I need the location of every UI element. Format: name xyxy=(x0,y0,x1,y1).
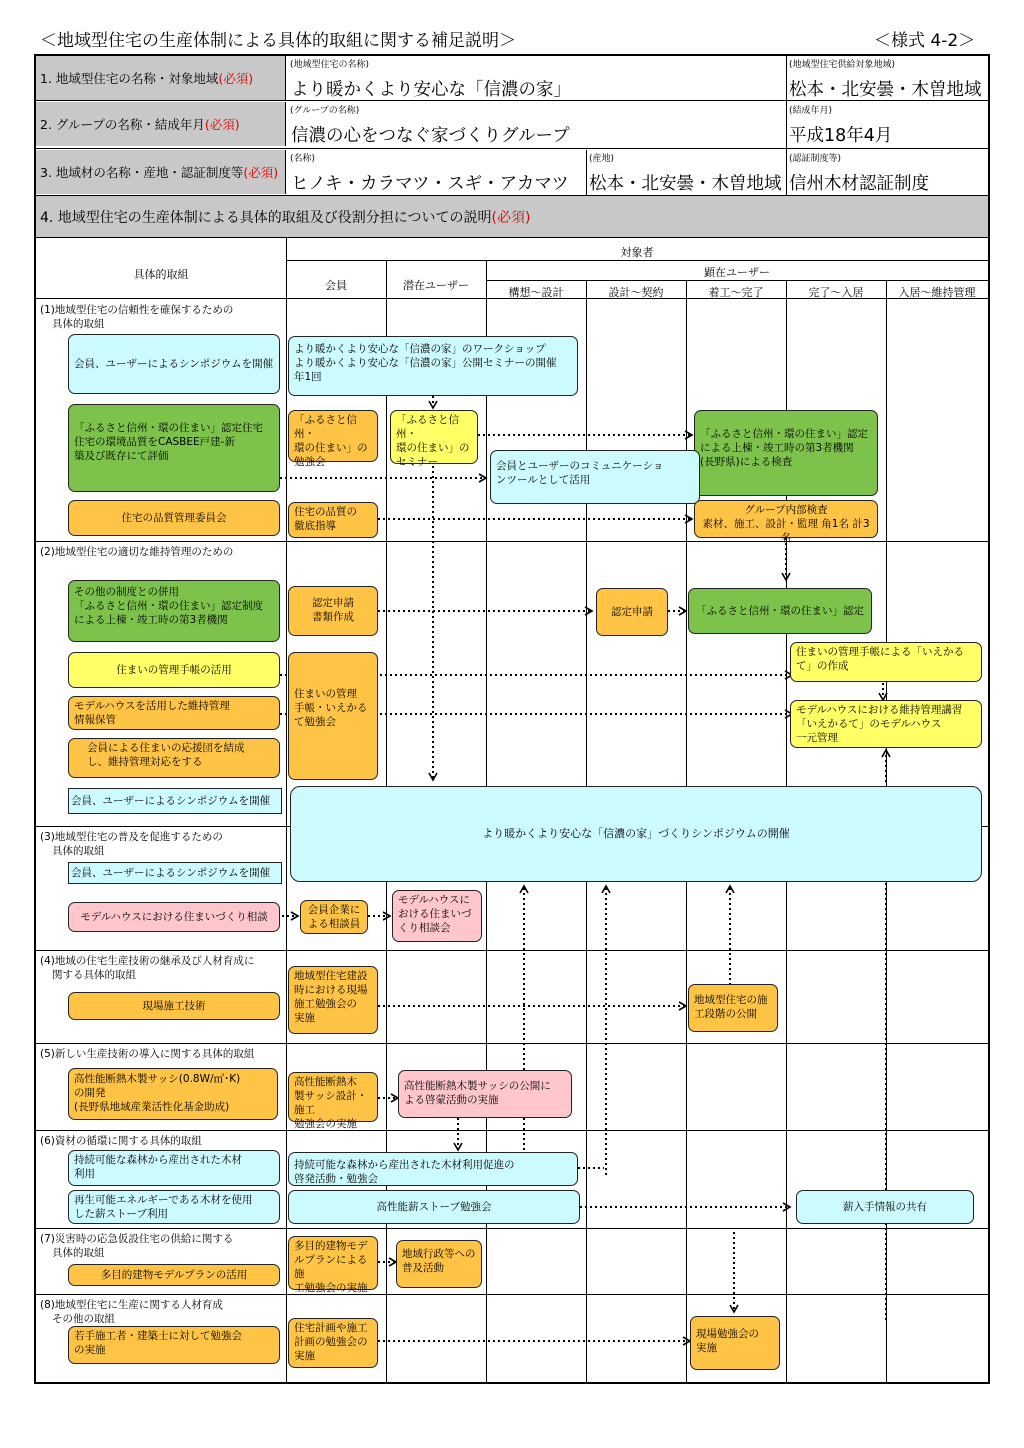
young-workers-box: 若手施工者・建築士に対して勉強会 の実施 xyxy=(68,1326,280,1364)
field-study-box: 地域型住宅建設 時における現場 施工勉強会の 実施 xyxy=(288,966,378,1034)
section-7-heading: (7)災害時の応急仮設住宅の供給に関する 具体的取組 xyxy=(40,1233,234,1259)
col-target: 対象者 xyxy=(620,246,654,259)
cert-granted-box: 「ふるさと信州・環の住まい」認定 xyxy=(688,588,872,634)
plan-study-box: 住宅計画や施工 計画の勉強会の 実施 xyxy=(288,1318,378,1368)
s3-symposium-box: 会員、ユーザーによるシンポジウムを開催 xyxy=(68,862,282,884)
section-4-heading: (4)地域の住宅生産技術の継承及び人材育成に 関する具体的取組 xyxy=(40,955,255,981)
section-3-heading: (3)地域型住宅の普及を促進するための 具体的取組 xyxy=(40,831,223,857)
sash-open-box: 高性能断熱木製サッシの公開に よる啓蒙活動の実施 xyxy=(398,1070,572,1118)
section-5-heading: (5)新しい生産技術の導入に関する具体的取組 xyxy=(40,1048,255,1060)
member-consult-box: 会員企業に よる相談員 xyxy=(300,900,368,934)
row2-caption: (グループの名称) xyxy=(290,106,360,116)
col-phase-1: 構想～設計 xyxy=(508,286,564,299)
forest-wood-box: 持続可能な森林から産出された木材 利用 xyxy=(68,1150,280,1186)
study-member-box: 「ふるさと信州・ 環の住まい」の 勉強会 xyxy=(288,410,378,462)
col-phase-3: 着工～完了 xyxy=(708,286,764,299)
group-name: 信濃の心をつなぐ家づくりグループ xyxy=(291,126,570,146)
inspection-box: 「ふるさと信州・環の住まい」認定 による上棟・竣工時の第3者機関 (長野県)による検査 xyxy=(694,410,878,496)
col-phase-2: 設計～契約 xyxy=(608,286,664,299)
row3-caption-2: (認証制度等) xyxy=(789,154,842,164)
row1-caption: (地域型住宅の名称) xyxy=(290,60,370,70)
comm-tool-box: 会員とユーザーのコミュニケーショ ンツールとして活用 xyxy=(490,450,700,504)
col-actual-user: 顕在ユーザー xyxy=(704,266,770,279)
big-symposium-box: より暖かくより安心な「信濃の家」づくりシンポジウムの開催 xyxy=(290,786,982,882)
housing-name: より暖かくより安心な「信濃の家」 xyxy=(291,80,571,100)
model-consult-box: モデルハウスにおける住まいづくり相談 xyxy=(68,902,280,932)
workshop-box: より暖かくより安心な「信濃の家」のワークショップ より暖かくより安心な「信濃の家」公開セミナーの開催 年1回 xyxy=(288,336,578,396)
multi-study-box: 多目的建物モデ ルプランによる施 工勉強会の実施 xyxy=(288,1236,378,1290)
handbook-use-box: 住まいの管理手帳の活用 xyxy=(68,652,280,688)
support-group-box: 会員による住まいの応援団を結成 し、維持管理対応をする xyxy=(68,738,280,778)
section-2-heading: (2)地域型住宅の適切な維持管理のための xyxy=(40,546,234,558)
quality-guidance-box: 住宅の品質の 徹底指導 xyxy=(288,502,378,538)
section-1-heading: (1)地域型住宅の信頼性を確保するための 具体的取組 xyxy=(40,304,234,330)
model-house-course-box: モデルハウスにおける維持管理講習 「いえかるて」のモデルハウス 一元管理 xyxy=(790,700,982,748)
wood-names: ヒノキ・カラマツ・スギ・アカマツ xyxy=(291,174,569,194)
field-open-box: 地域型住宅の施 工段階の公開 xyxy=(688,984,778,1032)
local-admin-box: 地域行政等への 普及活動 xyxy=(396,1240,482,1288)
firewood-share-box: 薪入手情報の共有 xyxy=(796,1190,974,1224)
handbook-study-box: 住まいの管理 手帳・いえかる て勉強会 xyxy=(288,652,378,780)
forest-promote-box: 持続可能な森林から産出された木材利用促進の 啓発活動・勉強会 xyxy=(288,1152,578,1186)
multi-plan-box: 多目的建物モデルプランの活用 xyxy=(68,1264,280,1286)
sash-study-box: 高性能断熱木 製サッシ設計・施工 勉強会の実施 xyxy=(288,1072,378,1122)
section-6-heading: (6)資材の循環に関する具体的取組 xyxy=(40,1135,202,1147)
casbee-box: 「ふるさと信州・環の住まい」認定住宅 住宅の環境品質をCASBEE戸建-新 築及び既存にて評価 xyxy=(68,404,280,492)
group-inspection-box: グループ内部検査 素材、施工、設計・監理 角1名 計3名 xyxy=(694,500,878,538)
wood-origin: 松本・北安曇・木曽地域 xyxy=(589,174,782,194)
col-phase-4: 完了～入居 xyxy=(808,286,864,299)
form-number: ＜様式 4-2＞ xyxy=(874,31,976,51)
site-study-box: 現場勉強会の 実施 xyxy=(690,1316,780,1370)
s1-symposium-box: 会員、ユーザーによるシンポジウムを開催 xyxy=(68,334,280,394)
handbook-create-box: 住まいの管理手帳による「いえかる て」の作成 xyxy=(790,642,982,682)
section4-title: 4. 地域型住宅の生産体制による具体的取組及び役割分担についての説明 (必須) xyxy=(36,196,988,238)
model-house-mgmt-box: モデルハウスを活用した維持管理 情報保管 xyxy=(68,696,280,730)
row3-caption-mid: (産地) xyxy=(589,154,615,164)
sash-dev-box: 高性能断熱木製サッシ(0.8W/㎡･K) の開発 (長野県地域産業活性化基金助成) xyxy=(68,1068,278,1120)
col-measures: 具体的取組 xyxy=(133,268,189,281)
col-member: 会員 xyxy=(325,279,347,292)
formation-date: 平成18年4月 xyxy=(789,126,893,146)
seminar-potential-box: 「ふるさと信州・ 環の住まい」の セミナー xyxy=(390,410,478,464)
quality-committee-box: 住宅の品質管理委員会 xyxy=(68,500,280,536)
stove-study-box: 高性能薪ストーブ勉強会 xyxy=(288,1190,580,1224)
certification: 信州木材認証制度 xyxy=(789,174,929,194)
row2-caption-2: (結成年月) xyxy=(789,106,833,116)
cert-docs-box: 認定申請 書類作成 xyxy=(288,586,378,636)
row1-label: 1. 地域型住宅の名称・対象地域 (必須) xyxy=(36,56,286,100)
field-tech-box: 現場施工技術 xyxy=(68,992,280,1020)
col-potential-user: 潜在ユーザー xyxy=(403,279,469,292)
other-system-box: その他の制度との併用 「ふるさと信州・環の住まい」認定制度 による上棟・竣工時の第3者機関 xyxy=(68,580,280,642)
cert-apply-box: 認定申請 xyxy=(596,588,668,636)
model-consult-meeting-box: モデルハウスに おける住まいづ くり相談会 xyxy=(392,890,482,942)
row2-label: 2. グループの名称・結成年月 (必須) xyxy=(36,102,286,146)
section-8-heading: (8)地域型住宅に生産に関する人材育成 その他の取組 xyxy=(40,1299,223,1325)
stove-use-box: 再生可能エネルギーである木材を使用 した薪ストーブ利用 xyxy=(68,1190,280,1224)
document-title: ＜地域型住宅の生産体制による具体的取組に関する補足説明＞ xyxy=(40,31,516,51)
target-area: 松本・北安曇・木曽地域 xyxy=(789,80,982,100)
row1-caption-2: (地域型住宅供給対象地域) xyxy=(789,60,896,70)
row3-label: 3. 地域材の名称・産地・認証制度等 (必須) xyxy=(36,150,286,194)
row3-caption: (名称) xyxy=(290,154,316,164)
col-phase-5: 入居～維持管理 xyxy=(898,286,976,299)
s2-symposium-box: 会員、ユーザーによるシンポジウムを開催 xyxy=(68,788,282,814)
